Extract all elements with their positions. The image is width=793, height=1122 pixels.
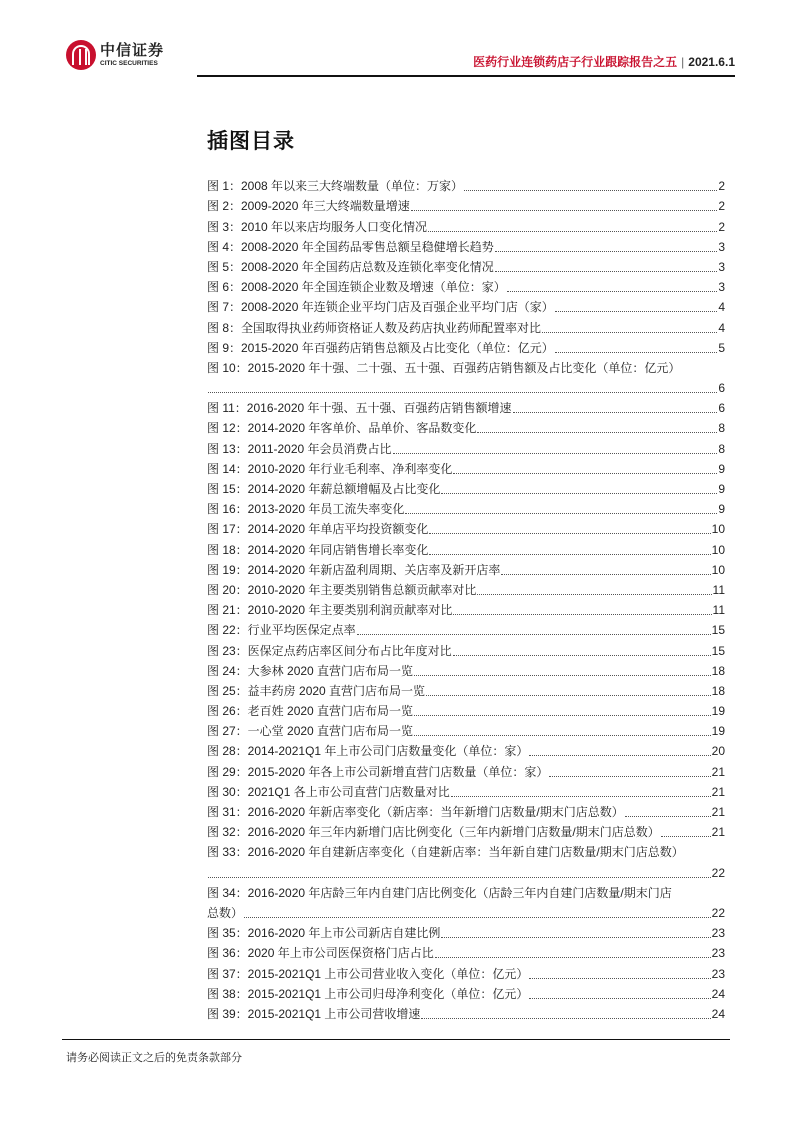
toc-entry-label: 图 7：2008-2020 年连锁企业平均门店及百强企业平均门店（家）: [207, 300, 554, 315]
toc-entry-label: 图 28：2014-2021Q1 年上市公司门店数量变化（单位：家）: [207, 744, 529, 759]
toc-entry[interactable]: [207, 196, 725, 216]
toc-entry[interactable]: [207, 822, 725, 842]
toc-page-number: 9: [718, 482, 725, 496]
toc-entry-label: 图 4：2008-2020 年全国药品零售总额呈稳健增长趋势: [207, 239, 494, 254]
toc-leader-dots: [393, 452, 718, 454]
toc-entry[interactable]: [207, 418, 725, 438]
toc-page-number: 4: [718, 300, 725, 315]
figure-table-of-contents: [207, 176, 725, 1024]
toc-entry[interactable]: [207, 479, 725, 499]
toc-entry-label: 图 3：2010 年以来店均服务人口变化情况: [207, 219, 428, 234]
toc-entry[interactable]: [207, 741, 725, 761]
toc-leader-dots: [555, 351, 718, 353]
toc-entry-label-continued: 总数）: [207, 905, 244, 920]
toc-entry-continuation[interactable]: [207, 903, 725, 923]
toc-entry-label: 图 5：2008-2020 年全国药店总数及连锁化率变化情况: [207, 259, 494, 274]
toc-leader-dots: [549, 775, 710, 777]
toc-page-number: 2: [718, 179, 725, 194]
toc-leader-dots: [477, 593, 711, 595]
toc-leader-dots: [208, 391, 717, 393]
toc-entry-label: 图 35：2016-2020 年上市公司新店自建比例: [207, 926, 441, 941]
toc-leader-dots: [429, 553, 710, 555]
toc-entry-label: 图 34：2016-2020 年店龄三年内自建门店比例变化（店龄三年内自建门店数量/期末门店: [207, 885, 672, 900]
toc-leader-dots: [513, 411, 718, 413]
toc-entry-label: 图 19：2014-2020 年新店盈利周期、关店率及新开店率: [207, 562, 501, 577]
toc-leader-dots: [542, 331, 717, 333]
toc-entry[interactable]: [207, 761, 725, 781]
toc-heading: 插图目录: [207, 130, 295, 153]
toc-leader-dots: [244, 916, 711, 918]
toc-entry-label: 图 9：2015-2020 年百强药店销售总额及占比变化（单位：亿元）: [207, 340, 554, 355]
toc-entry[interactable]: [207, 661, 725, 681]
toc-page-number: 6: [718, 381, 725, 396]
toc-leader-dots: [453, 613, 711, 615]
toc-entry[interactable]: [207, 721, 725, 741]
toc-leader-dots: [555, 310, 718, 312]
toc-entry-label: 图 30：2021Q1 各上市公司直营门店数量对比: [207, 784, 450, 799]
toc-page-number: 21: [711, 784, 725, 799]
toc-entry[interactable]: [207, 640, 725, 660]
toc-page-number: 23: [711, 946, 725, 961]
report-date: 2021.6.1: [688, 55, 735, 69]
toc-entry-label: 图 15：2014-2020 年薪总额增幅及占比变化: [207, 482, 441, 496]
toc-leader-dots: [529, 754, 710, 756]
toc-leader-dots: [507, 290, 718, 292]
toc-page-number: 22: [711, 865, 725, 880]
citic-logo-icon: [66, 40, 96, 70]
header-divider: [197, 75, 735, 77]
footer-divider: [62, 1039, 730, 1040]
toc-entry[interactable]: [207, 842, 725, 862]
toc-leader-dots: [414, 674, 711, 676]
toc-page-number: 2: [718, 199, 725, 214]
toc-page-number: 9: [718, 461, 725, 476]
toc-entry[interactable]: [207, 802, 725, 822]
toc-page-number: 2: [718, 219, 725, 234]
toc-leader-dots: [529, 977, 710, 979]
toc-page-number: 10: [711, 522, 725, 537]
toc-entry-label: 图 31：2016-2020 年新店率变化（新店率：当年新增门店数量/期末门店总数）: [207, 805, 624, 819]
toc-page-number: 15: [711, 623, 725, 638]
toc-entry[interactable]: [207, 216, 725, 236]
toc-leader-dots: [429, 532, 710, 534]
toc-entry[interactable]: [207, 297, 725, 317]
toc-leader-dots: [529, 997, 710, 999]
toc-leader-dots: [625, 815, 711, 817]
toc-entry-label: 图 26：老百姓 2020 直营门店布局一览: [207, 704, 414, 719]
toc-entry[interactable]: [207, 923, 725, 943]
toc-entry[interactable]: [207, 620, 725, 640]
toc-leader-dots: [208, 876, 711, 878]
toc-entry[interactable]: [207, 600, 725, 620]
toc-entry-label: 图 18：2014-2020 年同店销售增长率变化: [207, 542, 429, 557]
toc-page-number: 4: [718, 320, 725, 335]
toc-leader-dots: [441, 936, 710, 938]
company-logo: [66, 40, 164, 70]
toc-entry[interactable]: [207, 398, 725, 418]
toc-page-number: 3: [718, 280, 725, 295]
toc-entry[interactable]: [207, 1004, 725, 1024]
toc-entry-label: 图 25：益丰药房 2020 直营门店布局一览: [207, 683, 426, 698]
toc-entry-label: 图 16：2013-2020 年员工流失率变化: [207, 502, 405, 517]
toc-entry-label: 图 10：2015-2020 年十强、二十强、五十强、百强药店销售额及占比变化（单位：亿元）: [207, 360, 681, 375]
toc-entry-label: 图 22：行业平均医保定点率: [207, 623, 356, 638]
toc-entry-label: 图 14：2010-2020 年行业毛利率、净利率变化: [207, 461, 453, 476]
report-title: 医药行业连锁药店子行业跟踪报告之五: [473, 55, 678, 69]
toc-page-number: 8: [718, 441, 725, 456]
report-header: [473, 53, 735, 70]
toc-page-number: 18: [711, 683, 725, 698]
toc-entry[interactable]: [207, 438, 725, 458]
toc-entry-label: 图 33：2016-2020 年自建新店率变化（自建新店率：当年新自建门店数量/期末门店总数）: [207, 845, 684, 860]
toc-entry[interactable]: [207, 539, 725, 559]
toc-page-number: 23: [711, 966, 725, 981]
toc-entry[interactable]: [207, 984, 725, 1004]
toc-entry-label: 图 6：2008-2020 年全国连锁企业数及增速（单位：家）: [207, 280, 506, 295]
toc-entry-label: 图 21：2010-2020 年主要类别利润贡献率对比: [207, 603, 453, 618]
toc-leader-dots: [411, 209, 718, 211]
toc-page-number: 10: [711, 562, 725, 577]
header-separator: |: [681, 55, 685, 69]
toc-entry-label: 图 27：一心堂 2020 直营门店布局一览: [207, 724, 414, 739]
toc-entry[interactable]: [207, 499, 725, 519]
toc-entry[interactable]: [207, 277, 725, 297]
toc-entry-label: 图 37：2015-2021Q1 上市公司营业收入变化（单位：亿元）: [207, 966, 529, 981]
toc-entry-label: 图 12：2014-2020 年客单价、品单价、客品数变化: [207, 421, 477, 436]
toc-entry-label: 图 38：2015-2021Q1 上市公司归母净利变化（单位：亿元）: [207, 986, 529, 1001]
toc-leader-dots: [435, 956, 711, 958]
toc-entry-label: 图 20：2010-2020 年主要类别销售总额贡献率对比: [207, 582, 477, 597]
footer-disclaimer: 请务必阅读正文之后的免责条款部分: [66, 1052, 242, 1064]
toc-page-number: 19: [711, 724, 725, 739]
toc-entry[interactable]: [207, 701, 725, 721]
toc-leader-dots: [661, 835, 711, 837]
toc-page-number: 10: [711, 542, 725, 557]
toc-page-number: 21: [711, 764, 725, 779]
toc-page-number: 24: [711, 986, 725, 1001]
toc-page-number: 22: [711, 905, 725, 920]
toc-entry[interactable]: [207, 459, 725, 479]
logo-english-name: CITIC SECURITIES: [100, 59, 158, 67]
toc-leader-dots: [495, 270, 718, 272]
toc-leader-dots: [464, 189, 717, 191]
toc-entry-label: 图 39：2015-2021Q1 上市公司营收增速: [207, 1006, 421, 1021]
toc-leader-dots: [441, 492, 717, 494]
toc-page-number: 5: [718, 340, 725, 355]
toc-leader-dots: [495, 250, 718, 252]
toc-entry-label: 图 13：2011-2020 年会员消费占比: [207, 441, 392, 456]
toc-page-number: 18: [711, 663, 725, 678]
toc-entry[interactable]: [207, 358, 725, 378]
toc-entry[interactable]: [207, 943, 725, 963]
toc-entry-label: 图 29：2015-2020 年各上市公司新增直营门店数量（单位：家）: [207, 764, 549, 779]
toc-page-number: 21: [711, 825, 725, 840]
toc-leader-dots: [426, 694, 711, 696]
toc-entry[interactable]: [207, 560, 725, 580]
toc-leader-dots: [414, 714, 711, 716]
toc-leader-dots: [501, 573, 710, 575]
toc-page-number: 19: [711, 704, 725, 719]
toc-leader-dots: [453, 472, 717, 474]
toc-page-number: 11: [712, 582, 725, 597]
toc-entry-continuation[interactable]: [207, 862, 725, 882]
toc-entry-label: 图 2：2009-2020 年三大终端数量增速: [207, 199, 410, 214]
toc-entry-label: 图 36：2020 年上市公司医保资格门店占比: [207, 946, 434, 961]
toc-entry-label: 图 17：2014-2020 年单店平均投资额变化: [207, 522, 429, 537]
toc-leader-dots: [414, 734, 711, 736]
toc-entry-label: 图 32：2016-2020 年三年内新增门店比例变化（三年内新增门店数量/期末门店总数）: [207, 825, 660, 840]
toc-entry[interactable]: [207, 782, 725, 802]
toc-entry[interactable]: [207, 963, 725, 983]
toc-page-number: 20: [711, 744, 725, 759]
toc-page-number: 6: [718, 401, 725, 416]
toc-leader-dots: [357, 633, 711, 635]
toc-entry-label: 图 23：医保定点药店率区间分布占比年度对比: [207, 643, 452, 658]
toc-leader-dots: [453, 654, 711, 656]
toc-page-number: 3: [718, 239, 725, 254]
toc-entry[interactable]: [207, 257, 725, 277]
toc-leader-dots: [421, 1017, 710, 1019]
toc-page-number: 8: [718, 421, 725, 436]
toc-leader-dots: [405, 512, 717, 514]
toc-entry-continuation[interactable]: [207, 378, 725, 398]
toc-page-number: 23: [711, 926, 725, 941]
toc-leader-dots: [477, 431, 717, 433]
toc-entry[interactable]: [207, 338, 725, 358]
toc-entry[interactable]: [207, 681, 725, 701]
toc-page-number: 24: [711, 1006, 725, 1021]
toc-page-number: 15: [711, 643, 725, 658]
toc-page-number: 3: [718, 259, 725, 274]
toc-entry[interactable]: [207, 176, 725, 196]
toc-entry[interactable]: [207, 519, 725, 539]
toc-entry[interactable]: [207, 317, 725, 337]
toc-entry-label: 图 8：全国取得执业药师资格证人数及药店执业药师配置率对比: [207, 320, 542, 335]
toc-entry-label: 图 24：大参林 2020 直营门店布局一览: [207, 663, 414, 678]
toc-leader-dots: [428, 230, 717, 232]
toc-page-number: 21: [711, 805, 725, 819]
toc-page-number: 9: [718, 502, 725, 517]
logo-chinese-name: 中信证券: [100, 41, 165, 59]
toc-leader-dots: [451, 795, 711, 797]
toc-entry-label: 图 1：2008 年以来三大终端数量（单位：万家）: [207, 179, 464, 194]
toc-entry[interactable]: [207, 580, 725, 600]
toc-entry[interactable]: [207, 883, 725, 903]
toc-entry[interactable]: [207, 237, 725, 257]
toc-page-number: 11: [712, 603, 725, 618]
toc-entry-label: 图 11：2016-2020 年十强、五十强、百强药店销售额增速: [207, 401, 512, 416]
